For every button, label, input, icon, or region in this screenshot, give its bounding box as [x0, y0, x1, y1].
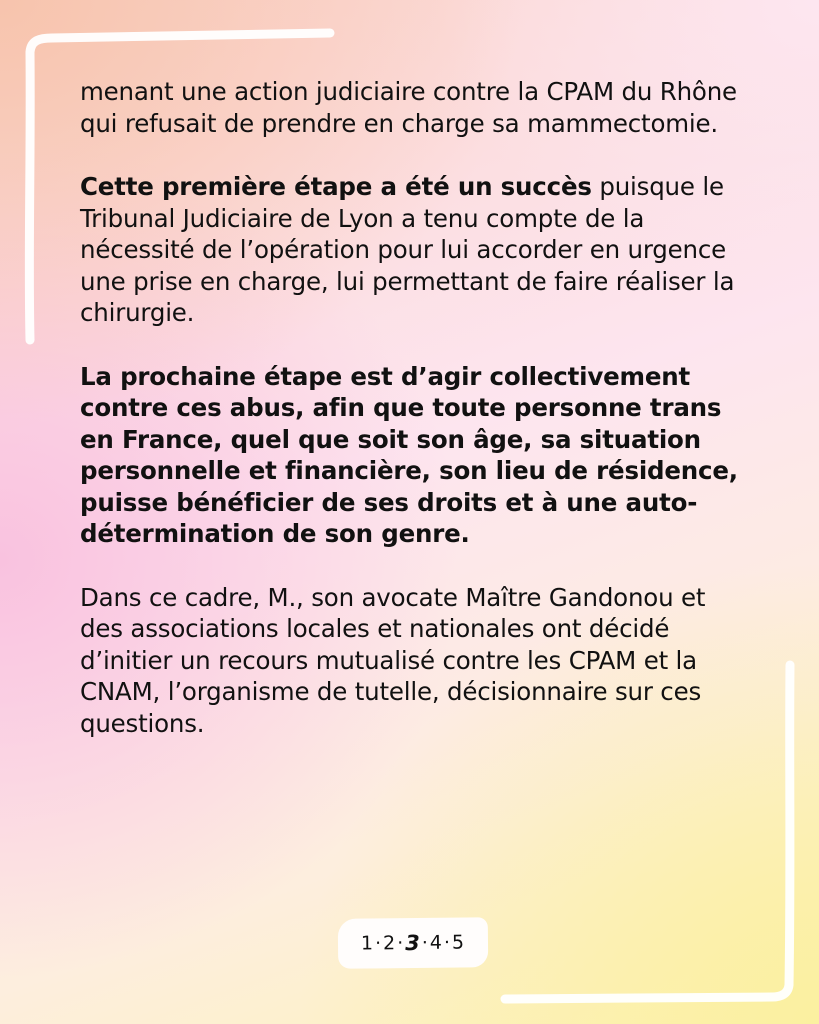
paragraph-3-bold: La prochaine étape est d’agir collectivement contre ces abus, afin que toute personne trans en France, quel que soit son âge, sa situation personnelle et financière, son lieu de résidence, puisse bénéficier de ses droits et à une auto-détermination de son genre. [80, 361, 738, 548]
article-body [80, 76, 750, 771]
paragraph-2 [80, 171, 750, 329]
page-1[interactable]: 1 [360, 932, 375, 955]
page-separator: · [397, 932, 405, 955]
paragraph-1 [80, 76, 750, 139]
page-4[interactable]: 4 [429, 931, 444, 954]
page-separator: · [443, 931, 452, 954]
page-separator: · [374, 932, 383, 955]
page-5[interactable]: 5 [451, 931, 466, 954]
paragraph-1-text: menant une action judiciaire contre la CPAM du Rhône qui refusait de prendre en charge sa mammectomie. [80, 77, 737, 138]
paragraph-4-text: Dans ce cadre, M., son avocate Maître Gandonou et des associations locales et nationales ont décidé d’initier un recours mutualisé contre les CPAM et la CNAM, l’organisme de tutelle, décisionnaire sur ces questions. [80, 582, 706, 738]
paragraph-3 [80, 361, 750, 550]
page-2[interactable]: 2 [382, 932, 397, 955]
page-3-current[interactable]: 3 [405, 930, 421, 956]
pagination [338, 917, 489, 969]
paragraph-2-bold: Cette première étape a été un succès [80, 172, 592, 201]
paragraph-4 [80, 582, 750, 740]
page-separator: · [421, 931, 429, 954]
paragraph-2-text: puisque le Tribunal Judiciaire de Lyon a tenu compte de la nécessité de l’opération pour lui accorder en urgence une prise en charge, lui permettant de faire réaliser la chirurgie. [80, 172, 735, 327]
